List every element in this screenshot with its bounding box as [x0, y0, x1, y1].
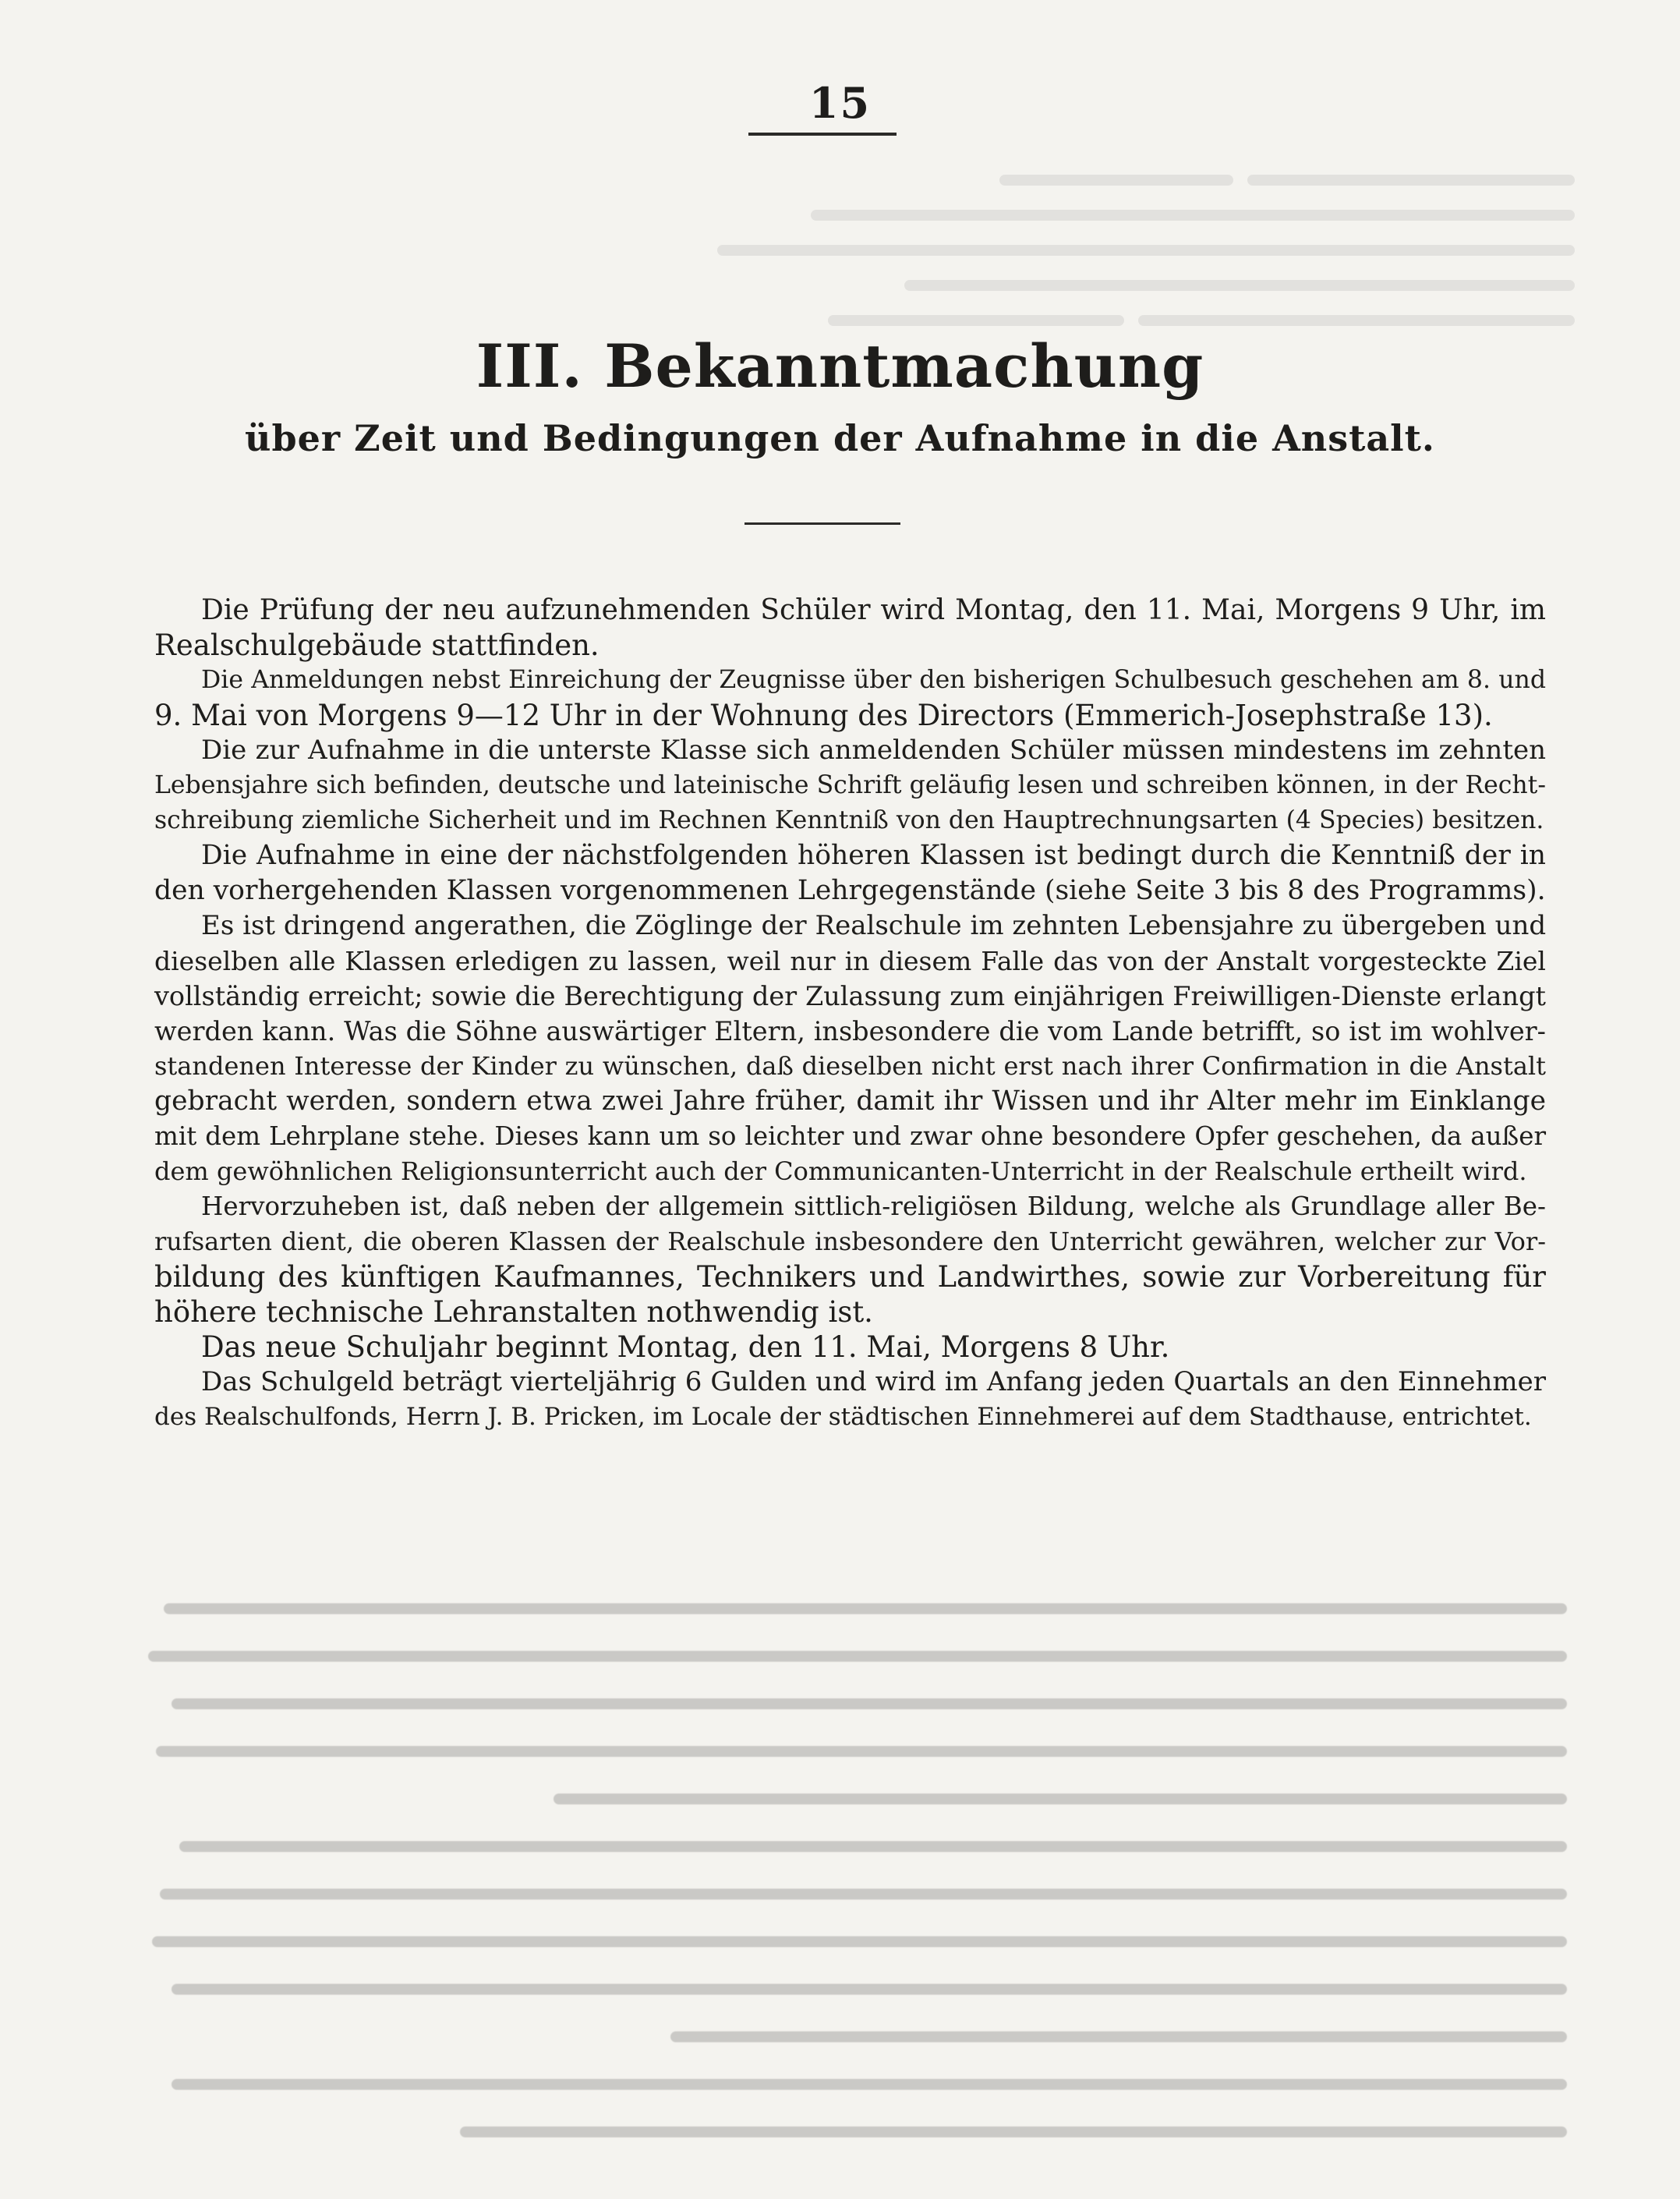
- header-rule: [748, 133, 897, 136]
- text-line: standenen Interesse der Kinder zu wünschen, daß dieselben nicht erst nach ihrer Confirmation in die Anstalt: [154, 1051, 1546, 1081]
- text-line: 9. Mai von Morgens 9—12 Uhr in der Wohnung des Directors (Emmerich-Josephstraße 13).: [154, 699, 1493, 732]
- text-line: Die Aufnahme in eine der nächstfolgenden höheren Klassen ist bedingt durch die Kenntniß der in: [201, 840, 1546, 871]
- section-divider: [745, 522, 900, 525]
- text-line: bildung des künftigen Kaufmannes, Technikers und Landwirthes, sowie zur Vorbereitung für: [154, 1260, 1546, 1294]
- text-line: rufsarten dient, die oberen Klassen der Realschule insbesondere den Unterricht gewähren, welcher zur Vor-: [154, 1227, 1546, 1256]
- body-text: [154, 593, 1546, 1435]
- text-line: dem gewöhnlichen Religionsunterricht auch der Communicanten-Unterricht in der Realschule ertheilt wird.: [154, 1156, 1527, 1186]
- section-heading: III. Bekanntmachung: [476, 331, 1204, 401]
- text-line: des Realschulfonds, Herrn J. B. Pricken, im Locale der städtischen Einnehmerei auf dem Stadthause, entrichtet.: [154, 1403, 1532, 1431]
- text-line: den vorhergehenden Klassen vorgenommenen Lehrgegenstände (siehe Seite 3 bis 8 des Programms).: [154, 875, 1546, 906]
- text-line: gebracht werden, sondern etwa zwei Jahre früher, damit ihr Wissen und ihr Alter mehr im Einklange: [154, 1085, 1546, 1117]
- bleed-through-top: [561, 172, 1575, 347]
- text-line: werden kann. Was die Söhne auswärtiger Eltern, insbesondere die vom Lande betrifft, so ist im wohlver-: [154, 1016, 1546, 1046]
- bleed-through-bottom: [117, 1583, 1567, 2154]
- text-line: Das neue Schuljahr beginnt Montag, den 11. Mai, Morgens 8 Uhr.: [201, 1330, 1170, 1364]
- text-line: Die Prüfung der neu aufzunehmenden Schüler wird Montag, den 11. Mai, Morgens 9 Uhr, im: [201, 594, 1546, 626]
- section-subheading: über Zeit und Bedingungen der Aufnahme in die Anstalt.: [245, 417, 1435, 459]
- text-line: Die zur Aufnahme in die unterste Klasse sich anmeldenden Schüler müssen mindestens im zehnten: [201, 735, 1546, 766]
- text-line: Hervorzuheben ist, daß neben der allgemein sittlich-religiösen Bildung, welche als Grundlage aller Be-: [201, 1192, 1546, 1221]
- text-line: vollständig erreicht; sowie die Berechtigung der Zulassung zum einjährigen Freiwilligen-Dienste erlangt: [154, 981, 1546, 1011]
- text-line: dieselben alle Klassen erledigen zu lassen, weil nur in diesem Falle das von der Anstalt vorgesteckte Ziel: [154, 946, 1546, 976]
- text-line: höhere technische Lehranstalten nothwendig ist.: [154, 1295, 873, 1329]
- page-number: 15: [808, 78, 872, 128]
- text-line: Das Schulgeld beträgt vierteljährig 6 Gulden und wird im Anfang jeden Quartals an den Einnehmer: [201, 1366, 1546, 1397]
- text-line: Es ist dringend angerathen, die Zöglinge der Realschule im zehnten Lebensjahre zu übergeben und: [201, 910, 1547, 941]
- text-line: schreibung ziemliche Sicherheit und im Rechnen Kenntniß von den Hauptrechnungsarten (4 Species) besitzen.: [154, 806, 1544, 834]
- text-line: Realschulgebäude stattfinden.: [154, 629, 599, 662]
- text-line: Die Anmeldungen nebst Einreichung der Zeugnisse über den bisherigen Schulbesuch geschehen am 8. und: [201, 666, 1546, 694]
- text-line: mit dem Lehrplane stehe. Dieses kann um so leichter und zwar ohne besondere Opfer geschehen, da außer: [154, 1121, 1546, 1151]
- text-line: Lebensjahre sich befinden, deutsche und lateinische Schrift geläufig lesen und schreiben können, in der Recht-: [154, 771, 1546, 799]
